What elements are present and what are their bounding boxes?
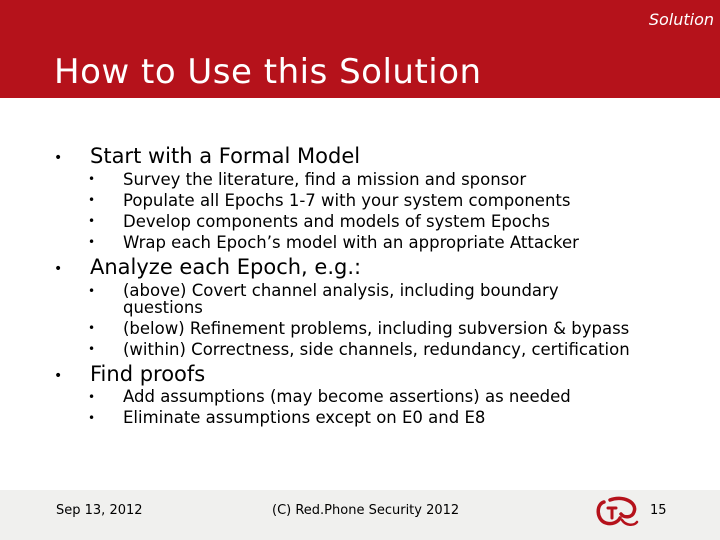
bullet-dot-icon: •	[54, 150, 63, 166]
footer-copyright: (C) Red.Phone Security 2012	[272, 503, 460, 518]
slide-title: How to Use this Solution	[54, 52, 482, 92]
bullet-item: Analyze each Epoch, e.g.:	[90, 255, 362, 279]
subbullet-dot-icon: •	[88, 172, 96, 186]
bullet-dot-icon: •	[54, 368, 63, 384]
bullet-item: Start with a Formal Model	[90, 144, 361, 168]
subbullet-item: Eliminate assumptions except on E0 and E8	[123, 408, 486, 427]
subbullet-dot-icon: •	[88, 214, 96, 228]
subbullet-dot-icon: •	[88, 193, 96, 207]
subbullet-item: Survey the literature, find a mission and sponsor	[123, 170, 527, 189]
footer-date: Sep 13, 2012	[56, 503, 143, 518]
subbullet-dot-icon: •	[88, 235, 96, 249]
subbullet-item-continuation: questions	[123, 298, 203, 317]
subbullet-dot-icon: •	[88, 321, 96, 335]
page-number: 15	[650, 503, 667, 518]
redphone-logo-icon	[594, 496, 640, 530]
subbullet-dot-icon: •	[88, 411, 96, 425]
subbullet-dot-icon: •	[88, 342, 96, 356]
bullet-item: Find proofs	[90, 362, 206, 386]
subbullet-dot-icon: •	[88, 284, 96, 298]
subbullet-item: Populate all Epochs 1-7 with your system components	[123, 191, 571, 210]
subbullet-item: Add assumptions (may become assertions) as needed	[123, 387, 571, 406]
section-label: Solution	[648, 10, 714, 29]
subbullet-dot-icon: •	[88, 390, 96, 404]
subbullet-item: (above) Covert channel analysis, including boundary	[123, 281, 559, 300]
bullet-dot-icon: •	[54, 261, 63, 277]
subbullet-item: (within) Correctness, side channels, redundancy, certification	[123, 340, 630, 359]
subbullet-item: Develop components and models of system Epochs	[123, 212, 551, 231]
subbullet-item: (below) Refinement problems, including subversion & bypass	[123, 319, 630, 338]
subbullet-item: Wrap each Epoch’s model with an appropriate Attacker	[123, 233, 579, 252]
